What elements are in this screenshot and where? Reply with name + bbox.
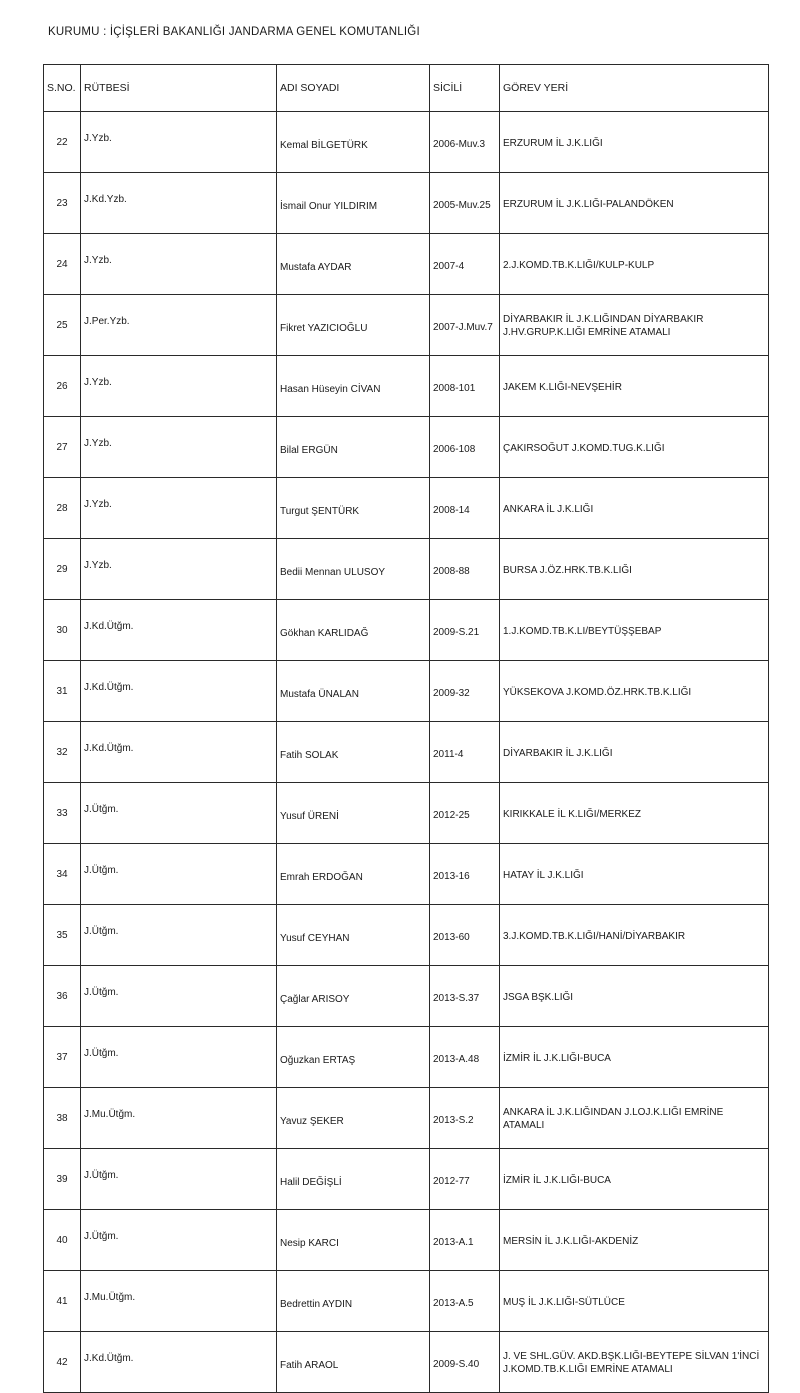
row-duty: J. VE SHL.GÜV. AKD.BŞK.LIĞI-BEYTEPE SİLVAN 1'İNCİ J.KOMD.TB.K.LIĞI EMRİNE ATAMALI	[500, 1332, 769, 1393]
row-registry: 2012-77	[430, 1149, 500, 1210]
table-row	[44, 1149, 769, 1210]
table-row	[44, 112, 769, 173]
row-rank: J.Ütğm.	[81, 1027, 277, 1088]
row-number: 32	[44, 722, 81, 783]
row-registry: 2013-60	[430, 905, 500, 966]
table-row	[44, 417, 769, 478]
row-registry: 2006-108	[430, 417, 500, 478]
row-rank: J.Ütğm.	[81, 783, 277, 844]
row-number: 29	[44, 539, 81, 600]
row-number: 42	[44, 1332, 81, 1393]
row-duty: 2.J.KOMD.TB.K.LIĞI/KULP-KULP	[500, 234, 769, 295]
row-duty: MERSİN İL J.K.LIĞI-AKDENİZ	[500, 1210, 769, 1271]
row-rank: J.Yzb.	[81, 234, 277, 295]
row-number: 34	[44, 844, 81, 905]
row-duty: DİYARBAKIR İL J.K.LIĞINDAN DİYARBAKIR J.HV.GRUP.K.LIĞI EMRİNE ATAMALI	[500, 295, 769, 356]
row-name: Hasan Hüseyin CİVAN	[277, 356, 430, 417]
row-rank: J.Ütğm.	[81, 1210, 277, 1271]
row-duty: 1.J.KOMD.TB.K.LI/BEYTÜŞŞEBAP	[500, 600, 769, 661]
row-number: 35	[44, 905, 81, 966]
row-rank: J.Kd.Ütğm.	[81, 661, 277, 722]
row-duty: YÜKSEKOVA J.KOMD.ÖZ.HRK.TB.K.LIĞI	[500, 661, 769, 722]
row-number: 38	[44, 1088, 81, 1149]
row-rank: J.Ütğm.	[81, 844, 277, 905]
table-row	[44, 844, 769, 905]
row-number: 39	[44, 1149, 81, 1210]
row-duty: JSGA BŞK.LIĞI	[500, 966, 769, 1027]
row-rank: J.Kd.Yzb.	[81, 173, 277, 234]
row-number: 37	[44, 1027, 81, 1088]
row-registry: 2008-101	[430, 356, 500, 417]
row-rank: J.Ütğm.	[81, 966, 277, 1027]
row-registry: 2013-A.1	[430, 1210, 500, 1271]
row-name: Fatih SOLAK	[277, 722, 430, 783]
row-rank: J.Ütğm.	[81, 905, 277, 966]
row-name: Yusuf CEYHAN	[277, 905, 430, 966]
row-registry: 2008-14	[430, 478, 500, 539]
row-duty: ANKARA İL J.K.LIĞINDAN J.LOJ.K.LIĞI EMRİNE ATAMALI	[500, 1088, 769, 1149]
row-registry: 2013-S.37	[430, 966, 500, 1027]
table-row	[44, 600, 769, 661]
row-duty: ANKARA İL J.K.LIĞI	[500, 478, 769, 539]
table-row	[44, 1271, 769, 1332]
row-rank: J.Kd.Ütğm.	[81, 722, 277, 783]
row-rank: J.Mu.Ütğm.	[81, 1271, 277, 1332]
row-name: Turgut ŞENTÜRK	[277, 478, 430, 539]
table-row	[44, 234, 769, 295]
row-name: Yusuf ÜRENİ	[277, 783, 430, 844]
table-row	[44, 1332, 769, 1393]
row-registry: 2013-S.2	[430, 1088, 500, 1149]
row-registry: 2005-Muv.25	[430, 173, 500, 234]
row-duty: ERZURUM İL J.K.LIĞI-PALANDÖKEN	[500, 173, 769, 234]
header-sno: S.NO.	[44, 65, 81, 112]
row-duty: ÇAKIRSOĞUT J.KOMD.TUG.K.LIĞI	[500, 417, 769, 478]
row-number: 26	[44, 356, 81, 417]
row-duty: 3.J.KOMD.TB.K.LIĞI/HANİ/DİYARBAKIR	[500, 905, 769, 966]
row-number: 30	[44, 600, 81, 661]
table-row	[44, 295, 769, 356]
row-registry: 2013-A.48	[430, 1027, 500, 1088]
row-name: Emrah ERDOĞAN	[277, 844, 430, 905]
row-name: İsmail Onur YILDIRIM	[277, 173, 430, 234]
row-number: 23	[44, 173, 81, 234]
row-registry: 2009-S.40	[430, 1332, 500, 1393]
row-name: Çağlar ARISOY	[277, 966, 430, 1027]
row-name: Bedrettin AYDIN	[277, 1271, 430, 1332]
row-duty: KIRIKKALE İL K.LIĞI/MERKEZ	[500, 783, 769, 844]
row-rank: J.Per.Yzb.	[81, 295, 277, 356]
table-row	[44, 722, 769, 783]
row-name: Halil DEĞİŞLİ	[277, 1149, 430, 1210]
row-name: Mustafa ÜNALAN	[277, 661, 430, 722]
table-row	[44, 478, 769, 539]
table-row	[44, 905, 769, 966]
row-registry: 2013-16	[430, 844, 500, 905]
header-duty: GÖREV YERİ	[500, 65, 769, 112]
row-name: Fatih ARAOL	[277, 1332, 430, 1393]
header-registry: SİCİLİ	[430, 65, 500, 112]
row-duty: DİYARBAKIR İL J.K.LIĞI	[500, 722, 769, 783]
row-number: 31	[44, 661, 81, 722]
row-name: Bilal ERGÜN	[277, 417, 430, 478]
row-registry: 2006-Muv.3	[430, 112, 500, 173]
row-number: 28	[44, 478, 81, 539]
row-registry: 2013-A.5	[430, 1271, 500, 1332]
row-registry: 2009-S.21	[430, 600, 500, 661]
row-duty: JAKEM K.LIĞI-NEVŞEHİR	[500, 356, 769, 417]
row-rank: J.Yzb.	[81, 417, 277, 478]
table-row	[44, 356, 769, 417]
row-name: Fikret YAZICIOĞLU	[277, 295, 430, 356]
row-rank: J.Yzb.	[81, 478, 277, 539]
row-number: 22	[44, 112, 81, 173]
table-row	[44, 1210, 769, 1271]
table-body	[44, 112, 769, 1393]
row-number: 27	[44, 417, 81, 478]
row-rank: J.Ütğm.	[81, 1149, 277, 1210]
row-registry: 2009-32	[430, 661, 500, 722]
row-registry: 2007-4	[430, 234, 500, 295]
row-duty: ERZURUM İL J.K.LIĞI	[500, 112, 769, 173]
row-duty: HATAY İL J.K.LIĞI	[500, 844, 769, 905]
document-title: KURUMU : İÇİŞLERİ BAKANLIĞI JANDARMA GENEL KOMUTANLIĞI	[48, 26, 420, 38]
row-number: 25	[44, 295, 81, 356]
row-name: Nesip KARCI	[277, 1210, 430, 1271]
row-name: Yavuz ŞEKER	[277, 1088, 430, 1149]
row-number: 36	[44, 966, 81, 1027]
row-name: Gökhan KARLIDAĞ	[277, 600, 430, 661]
row-number: 41	[44, 1271, 81, 1332]
row-name: Kemal BİLGETÜRK	[277, 112, 430, 173]
row-rank: J.Mu.Ütğm.	[81, 1088, 277, 1149]
row-duty: MUŞ İL J.K.LIĞI-SÜTLÜCE	[500, 1271, 769, 1332]
table-row	[44, 173, 769, 234]
personnel-table	[43, 64, 769, 1393]
row-number: 40	[44, 1210, 81, 1271]
table-row	[44, 539, 769, 600]
row-registry: 2012-25	[430, 783, 500, 844]
table-row	[44, 783, 769, 844]
row-duty: İZMİR İL J.K.LIĞI-BUCA	[500, 1149, 769, 1210]
row-name: Oğuzkan ERTAŞ	[277, 1027, 430, 1088]
row-rank: J.Kd.Ütğm.	[81, 1332, 277, 1393]
row-rank: J.Yzb.	[81, 356, 277, 417]
row-number: 33	[44, 783, 81, 844]
row-registry: 2008-88	[430, 539, 500, 600]
table-row	[44, 661, 769, 722]
row-registry: 2011-4	[430, 722, 500, 783]
row-duty: BURSA J.ÖZ.HRK.TB.K.LIĞI	[500, 539, 769, 600]
row-number: 24	[44, 234, 81, 295]
row-rank: J.Yzb.	[81, 539, 277, 600]
table-row	[44, 1088, 769, 1149]
table-row	[44, 966, 769, 1027]
header-name: ADI SOYADI	[277, 65, 430, 112]
table-header-row	[44, 65, 769, 112]
row-registry: 2007-J.Muv.7	[430, 295, 500, 356]
row-duty: İZMİR İL J.K.LIĞI-BUCA	[500, 1027, 769, 1088]
row-name: Bedii Mennan ULUSOY	[277, 539, 430, 600]
row-rank: J.Kd.Ütğm.	[81, 600, 277, 661]
table-row	[44, 1027, 769, 1088]
row-rank: J.Yzb.	[81, 112, 277, 173]
header-rank: RÜTBESİ	[81, 65, 277, 112]
row-name: Mustafa AYDAR	[277, 234, 430, 295]
